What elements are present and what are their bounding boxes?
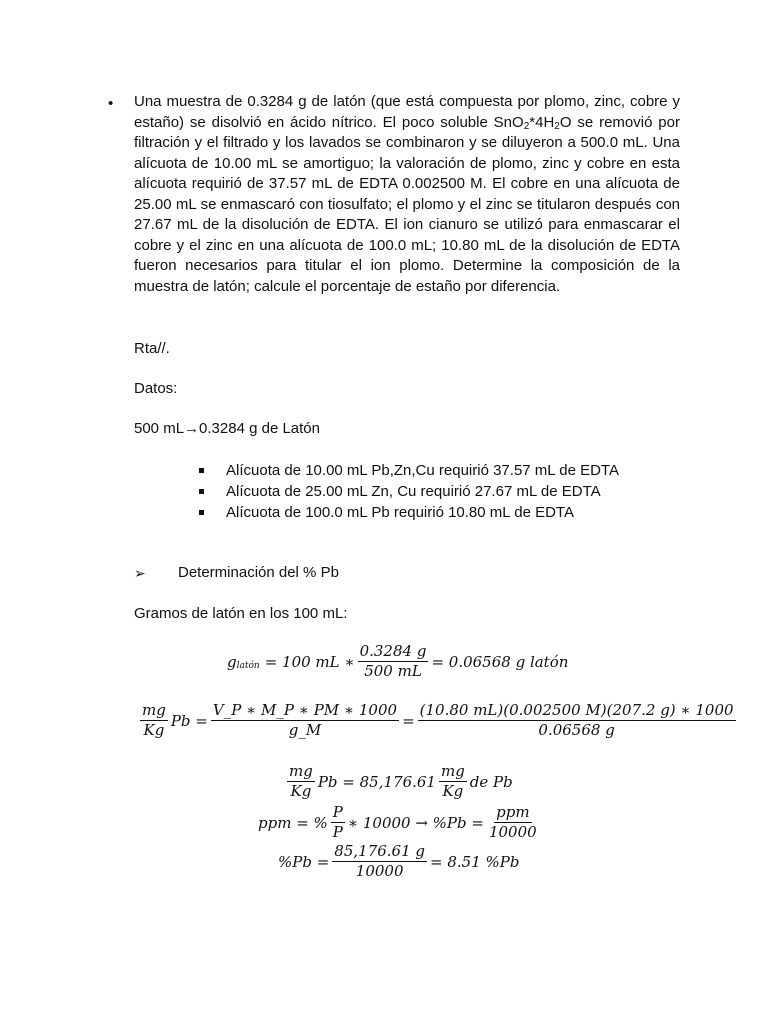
square-bullet-icon: [199, 468, 204, 473]
data-label: Datos:: [134, 380, 178, 397]
arrowhead-bullet-icon: ➢: [134, 565, 146, 581]
equation-mg-kg-formula: $\frac{mg}{Kg}$ Pb = $\frac{V\_P ∗ M\_P ∗ PM ∗ 1000}{g\_M}$ = $\frac{(10.80 mL)(0.002500 M)(207.2 g) ∗ 1000}{0.06568 g}$: [142, 701, 734, 739]
fraction: $\frac{85,176.61 g}{10000}$: [334, 842, 426, 880]
equation-percent-pb: %Pb = $\frac{85,176.61 g}{10000}$ = 8.51 %Pb: [278, 842, 520, 880]
fraction: $\frac{\text{ppm}}{10000}$: [488, 803, 537, 841]
grams-label: Gramos de latón en los 100 mL:: [134, 605, 348, 622]
equation-mg-kg-result: $\frac{mg}{Kg}$ Pb = 85,176.61 $\frac{mg}{Kg}$ de Pb: [289, 762, 513, 800]
document-page: • Una muestra de 0.3284 g de latón (que está compuesta por plomo, zinc, cobre y estaño) se disolvió en ácido nítrico. El poco soluble $SnO_2*4H_2O$ se removió por filtración y el filtrado y los lavados se combinaron y se diluyeron a 500.0 mL. Una alícuota de 10.00 mL se amortiguo; la valoración de plomo, zinc y cobre en esta alícuota requirió de 37.57 mL de EDTA 0.002500 M. El cobre en una alícuota de 25.00 mL se enmascaró con tiosulfato; el plomo y el zinc se titularon después con 27.67 mL de la disolución de EDTA. El ion cianuro se utilizó para enmascarar el cobre y el zinc en una alícuota de 100.0 mL; 10.80 mL de la disolución de EDTA fueron necesarios para titular el ion plomo. Determine la composición de la muestra de latón; calcule el porcentaje de estaño por diferencia. Rta//. Datos: 500 mL→0.3284 g de Latón Alícuota de 10.00 mL Pb,Zn,Cu requirió 37.57 mL de EDTA Alícuota de 25.00 mL Zn, Cu requirió 27.67 mL de EDTA Alícuota de 100.0 mL Pb requirió 10.80 mL de EDTA ➢ Determinación del % Pb Gramos de latón en los 100 mL: g latón = 100 mL ∗ $\frac{0.3284 g}{500 mL}$ = 0.06568 g latón $\frac{mg}{Kg}$ Pb = $\frac{V\_P ∗ M\_P ∗ PM ∗ 1000}{g\_M}$ = $\frac{(10.80 mL)(0.002500 M)(207.2 g) ∗ 1000}{0.06568 g}$ $\frac{mg}{Kg}$ Pb = 85,176.61 $\frac{mg}{Kg}$ de Pb ppm = % $\frac{P}{P}$ ∗ 10000 → %Pb = $\frac{\text{ppm}}{10000}$ %Pb = $\frac{85,176.61 g}{10000}$ = 8.51 %Pb: [0, 0, 768, 1024]
equation-grams-laton: g latón = 100 mL ∗ $\frac{0.3284 g}{500 mL}$ = 0.06568 g latón: [227, 642, 569, 680]
square-bullet-icon: [199, 510, 204, 515]
answer-label: Rta//.: [134, 340, 170, 357]
right-arrow-icon: →: [184, 420, 200, 437]
square-bullet-icon: [199, 489, 204, 494]
fraction: $\frac{V\_P ∗ M\_P ∗ PM ∗ 1000}{g\_M}$: [212, 701, 398, 739]
fraction: $\frac{0.3284 g}{500 mL}$: [359, 642, 427, 680]
fraction: $\frac{mg}{Kg}$: [142, 701, 166, 739]
bullet-marker: •: [108, 95, 114, 112]
equation-ppm-percent: ppm = % $\frac{P}{P}$ ∗ 10000 → %Pb = $\frac{\text{ppm}}{10000}$: [258, 803, 537, 841]
section-heading: Determinación del % Pb: [178, 564, 339, 581]
fraction: $\frac{mg}{Kg}$: [440, 762, 465, 800]
problem-statement: Una muestra de 0.3284 g de latón (que está compuesta por plomo, zinc, cobre y estaño) se disolvió en ácido nítrico. El poco soluble $SnO_2*4H_2O$ se removió por filtración y el filtrado y los lavados se combinaron y se diluyeron a 500.0 mL. Una alícuota de 10.00 mL se amortiguo; la valoración de plomo, zinc y cobre en esta alícuota requirió de 37.57 mL de EDTA 0.002500 M. El cobre en una alícuota de 25.00 mL se enmascaró con tiosulfato; el plomo y el zinc se titularon después con 27.67 mL de la disolución de EDTA. El ion cianuro se utilizó para enmascarar el cobre y el zinc en una alícuota de 100.0 mL; 10.80 mL de la disolución de EDTA fueron necesarios para titular el ion plomo. Determine la composición de la muestra de latón; calcule el porcentaje de estaño por diferencia.: [134, 93, 680, 295]
volume-mass-relation: 500 mL→0.3284 g de Latón: [134, 420, 320, 437]
fraction: $\frac{(10.80 mL)(0.002500 M)(207.2 g) ∗ 1000}{0.06568 g}$: [419, 701, 734, 739]
fraction: $\frac{P}{P}$: [332, 803, 343, 841]
fraction: $\frac{mg}{Kg}$: [289, 762, 313, 800]
